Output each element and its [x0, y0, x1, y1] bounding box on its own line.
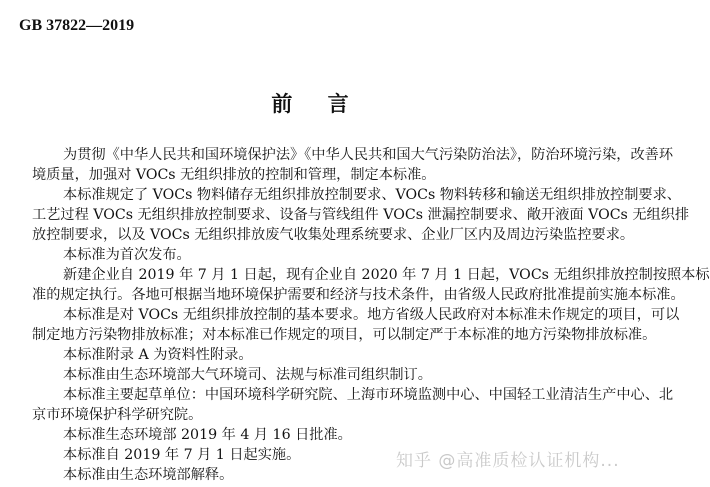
paragraph-line: 本标准主要起草单位：中国环境科学研究院、上海市环境监测中心、中国轻工业清洁生产中心、北 [63, 387, 674, 403]
paragraph-line: 本标准附录 A 为资料性附录。 [63, 347, 253, 363]
paragraph-line: 工艺过程 VOCs 无组织排放控制要求、设备与管线组件 VOCs 泄漏控制要求、敞开液面 VOCs 无组织排 [32, 207, 690, 223]
paragraph [32, 245, 605, 265]
paragraph-line: 本标准生态环境部 2019 年 4 月 16 日批准。 [63, 427, 352, 443]
paragraph [32, 385, 674, 425]
paragraph [32, 305, 680, 345]
paragraph [32, 185, 690, 245]
paragraph-line: 境质量，加强对 VOCs 无组织排放的控制和管理，制定本标准。 [32, 167, 436, 183]
paragraph-line: 制定地方污染物排放标准；对本标准已作规定的项目，可以制定严于本标准的地方污染物排放标准。 [32, 327, 657, 343]
watermark: 知乎 @高准质检认证机构... [396, 451, 620, 471]
paragraph-line: 准的规定执行。各地可根据当地环境保护需要和经济与技术条件，由省级人民政府批准提前实施本标准。 [32, 287, 685, 303]
paragraph-line: 新建企业自 2019 年 7 月 1 日起，现有企业自 2020 年 7 月 1 日起，VOCs 无组织排放控制按照本标 [63, 267, 710, 283]
paragraph [32, 265, 710, 305]
paragraph-line: 本标准规定了 VOCs 物料储存无组织排放控制要求、VOCs 物料转移和输送无组织排放控制要求、 [63, 187, 681, 203]
paragraph-line: 本标准由生态环境部解释。 [63, 467, 234, 483]
paragraph-line: 本标准自 2019 年 7 月 1 日起实施。 [63, 447, 301, 463]
foreword-body [32, 145, 710, 485]
paragraph-line: 本标准由生态环境部大气环境司、法规与标准司组织制订。 [63, 367, 432, 383]
paragraph [32, 365, 605, 385]
section-title: 前 言 [271, 91, 363, 116]
paragraph-line: 本标准是对 VOCs 无组织排放控制的基本要求。地方省级人民政府对本标准未作规定的项目，可以 [63, 307, 680, 323]
paragraph-line: 为贯彻《中华人民共和国环境保护法》《中华人民共和国大气污染防治法》，防治环境污染，改善环 [63, 147, 674, 163]
paragraph-line: 本标准为首次发布。 [63, 247, 191, 263]
paragraph [32, 345, 605, 365]
paragraph-line: 放控制要求，以及 VOCs 无组织排放废气收集处理系统要求、企业厂区内及周边污染监控要求。 [32, 227, 635, 243]
paragraph [32, 145, 674, 185]
paragraph-line: 京市环境保护科学研究院。 [32, 407, 203, 423]
standard-number: GB 37822—2019 [19, 17, 135, 34]
paragraph [32, 425, 605, 445]
